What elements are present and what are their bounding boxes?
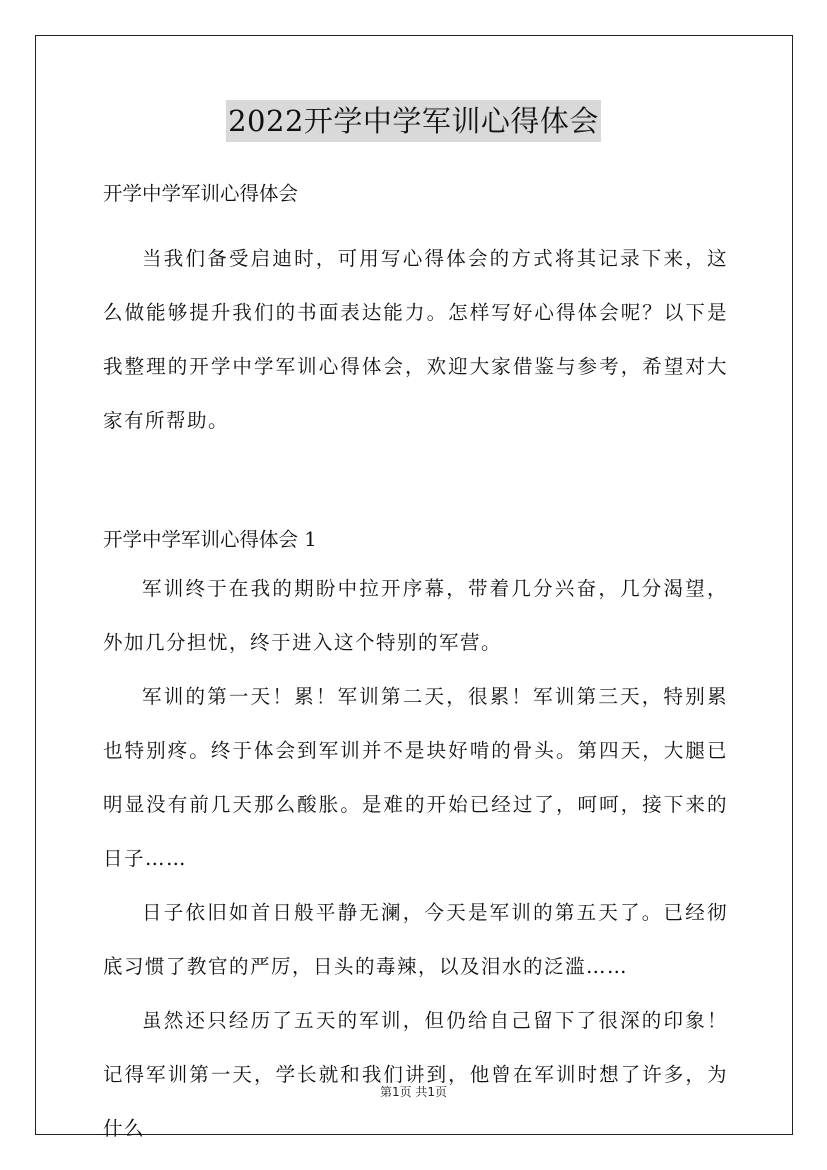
section-heading: 开学中学军训心得体会 1 [103, 528, 317, 551]
body-paragraph-4: 虽然还只经历了五天的军训，但仍给自己留下了很深的印象！记得军训第一天，学长就和我们讲到，他曾在军训时想了许多，为什么 [103, 1009, 728, 1140]
body-paragraph-1: 军训终于在我的期盼中拉开序幕，带着几分兴奋，几分渴望，外加几分担忧，终于进入这个特别的军营。 [103, 577, 728, 654]
document-title: 2022开学中学军训心得体会 [226, 100, 601, 142]
document-body [103, 172, 728, 1156]
section-spacer [103, 448, 728, 518]
document-subtitle: 开学中学军训心得体会 [103, 182, 299, 205]
intro-paragraph: 当我们备受启迪时，可用写心得体会的方式将其记录下来，这么做能够提升我们的书面表达能力。怎样写好心得体会呢？以下是我整理的开学中学军训心得体会，欢迎大家借鉴与参考，希望对大家有所帮助。 [103, 247, 728, 432]
body-paragraph-3: 日子依旧如首日般平静无澜，今天是军训的第五天了。已经彻底习惯了教官的严厉，日头的毒辣，以及泪水的泛滥…… [103, 901, 728, 978]
page-footer: 第1页 共1页 [379, 1085, 448, 1099]
title-container [0, 100, 827, 142]
body-paragraph-2: 军训的第一天！累！军训第二天，很累！军训第三天，特别累也特别疼。终于体会到军训并不是块好啃的骨头。第四天，大腿已明显没有前几天那么酸胀。是难的开始已经过了，呵呵，接下来的日子…… [103, 685, 728, 870]
